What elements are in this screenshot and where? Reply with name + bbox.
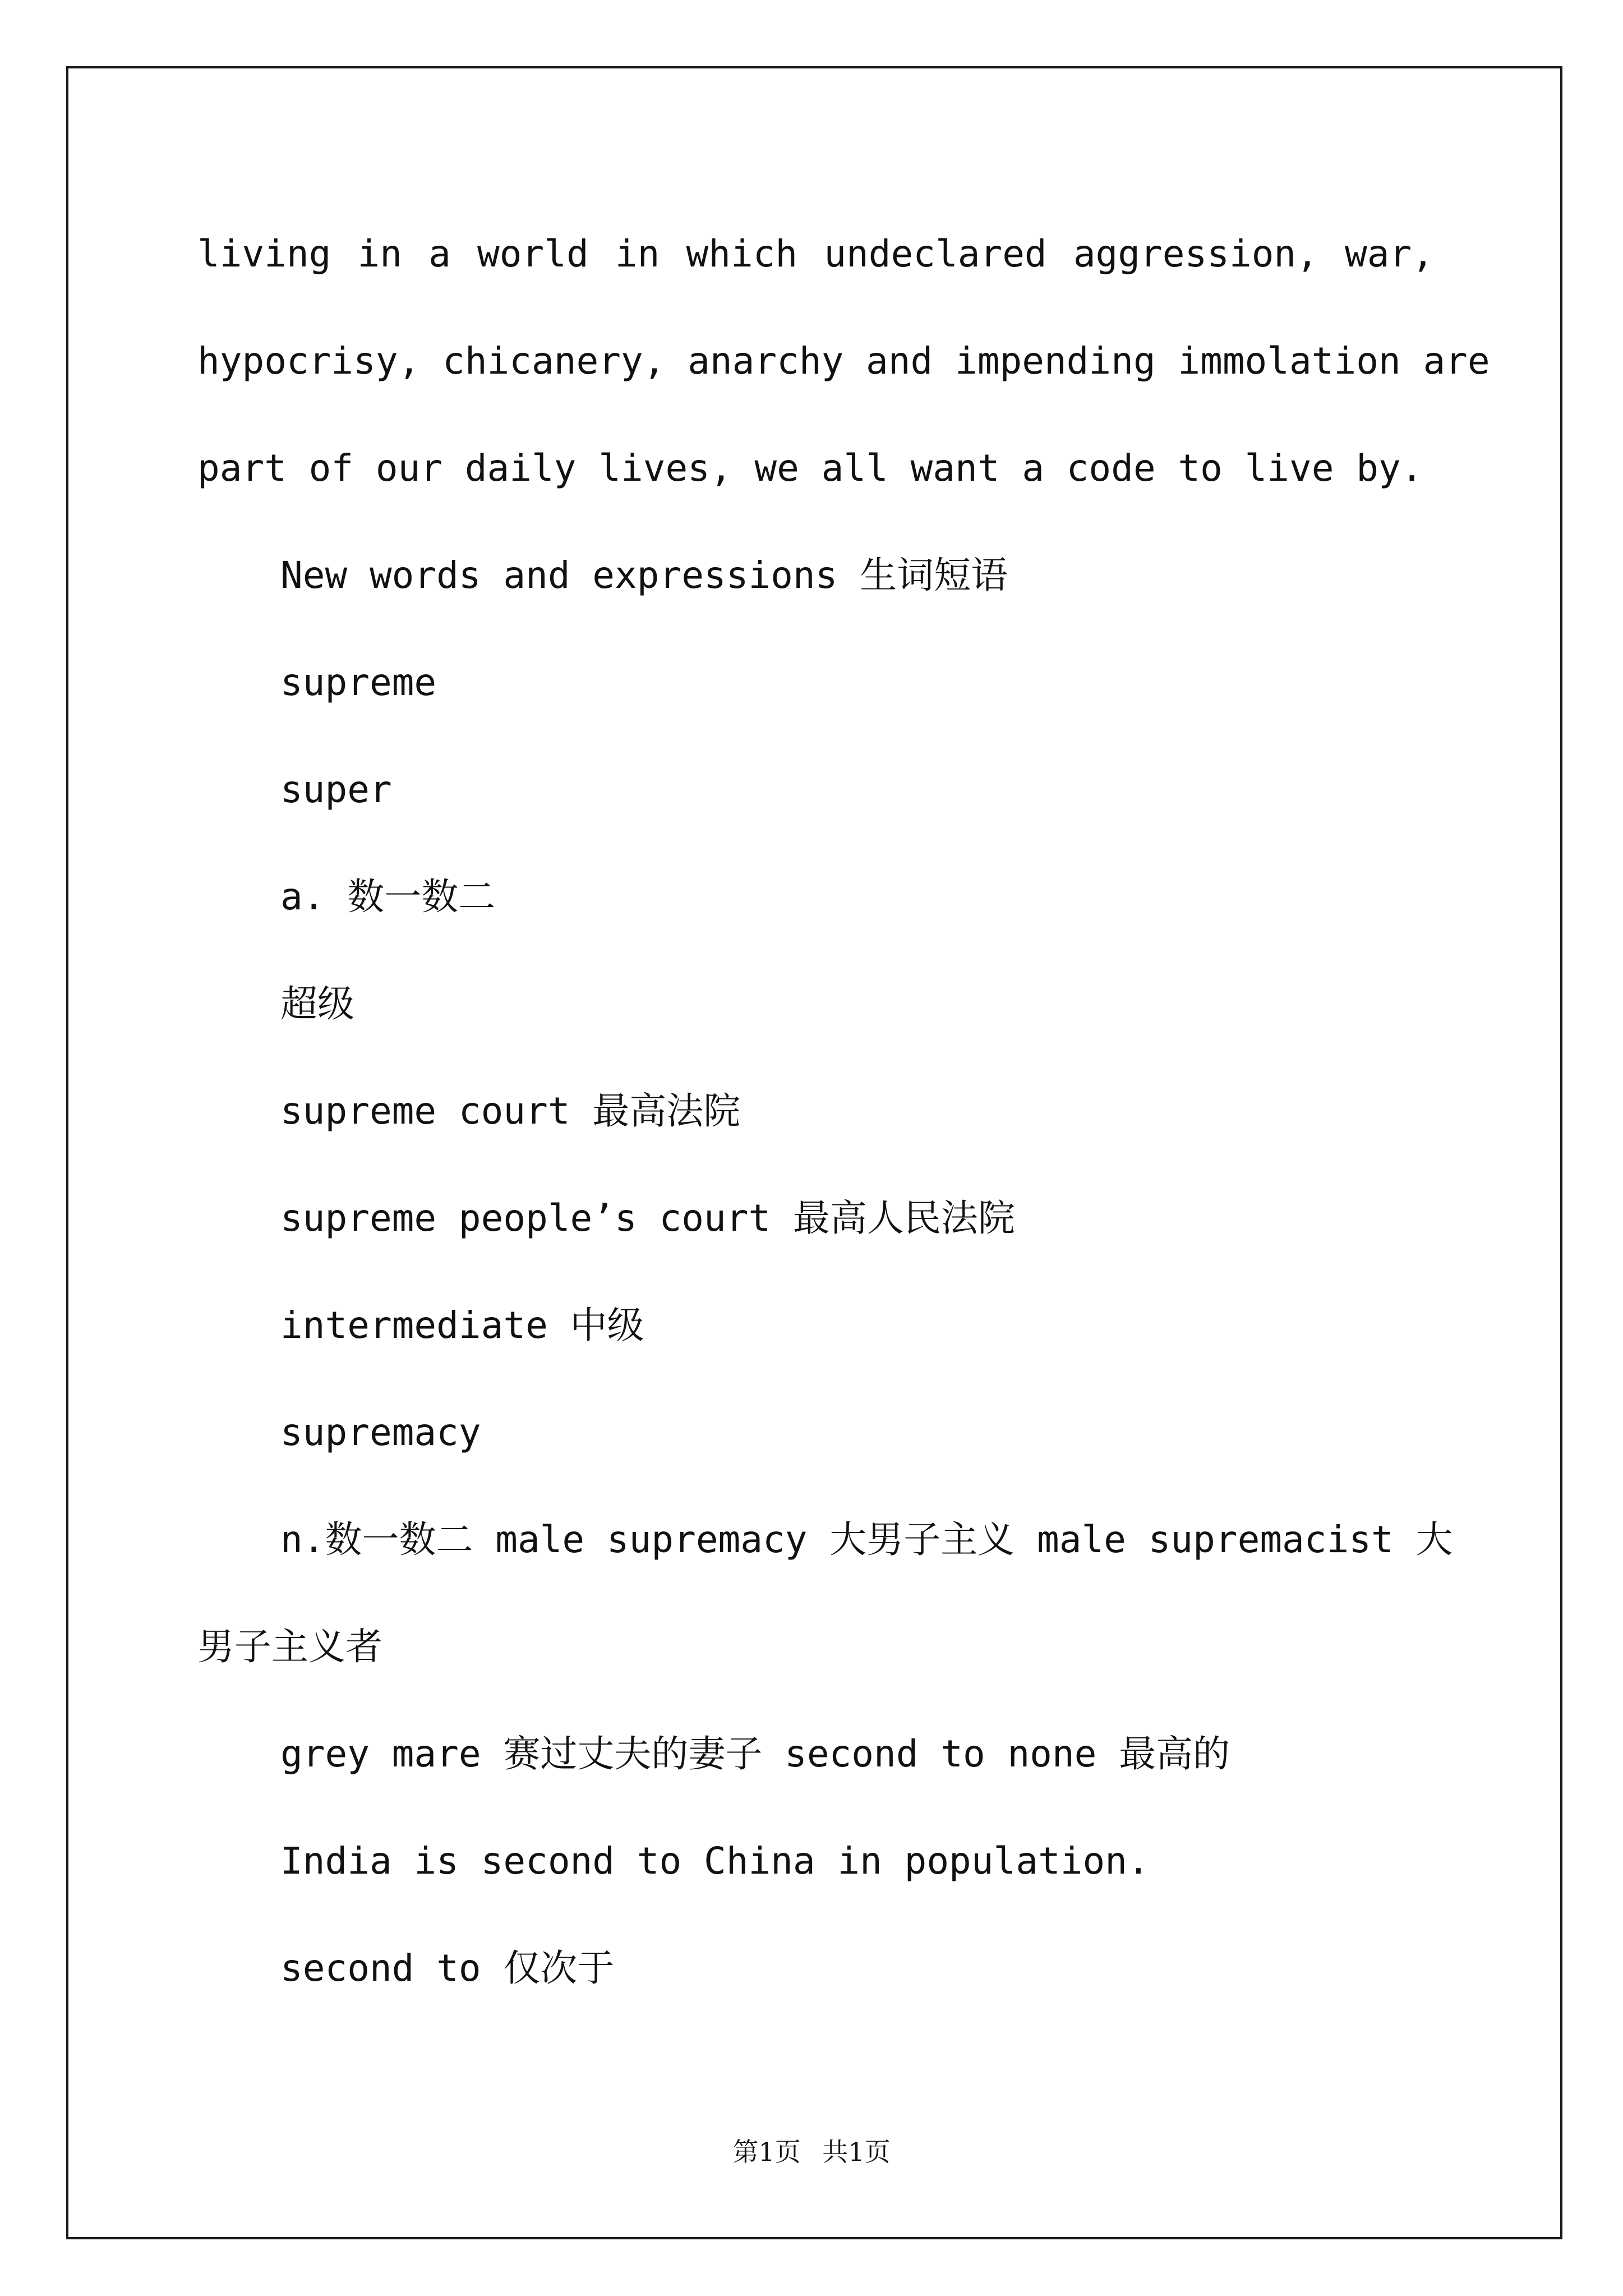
vocab-definition-line: n.数一数二 male supremacy 大男子主义 male supremacist 大: [280, 1518, 1453, 1561]
paragraph-line: part of our daily lives, we all want a code to live by.: [197, 447, 1423, 490]
document-body: [197, 208, 1490, 2029]
page-number-footer: 第1页 共1页: [732, 2137, 891, 2167]
paragraph-line: hypocrisy, chicanery, anarchy and impending immolation are: [197, 339, 1490, 383]
vocab-entry: second to 仅次于: [280, 1947, 615, 1990]
vocab-entry: super: [280, 768, 392, 811]
vocab-entry: supremacy: [280, 1411, 481, 1454]
vocab-entry: supreme court 最高法院: [280, 1089, 741, 1133]
vocab-entry: intermediate 中级: [280, 1304, 644, 1347]
vocab-entry: supreme people’s court 最高人民法院: [280, 1197, 1015, 1240]
vocab-entry: grey mare 赛过丈夫的妻子 second to none 最高的: [280, 1732, 1230, 1775]
section-heading: New words and expressions 生词短语: [280, 554, 1008, 597]
vocab-entry: a. 数一数二: [280, 875, 496, 918]
vocab-entry: supreme: [280, 661, 437, 704]
example-sentence: India is second to China in population.: [280, 1839, 1150, 1883]
vocab-definition-line: 男子主义者: [197, 1625, 382, 1668]
vocab-entry: 超级: [280, 982, 354, 1025]
paragraph-line: living in a world in which undeclared aggression, war,: [197, 232, 1434, 275]
